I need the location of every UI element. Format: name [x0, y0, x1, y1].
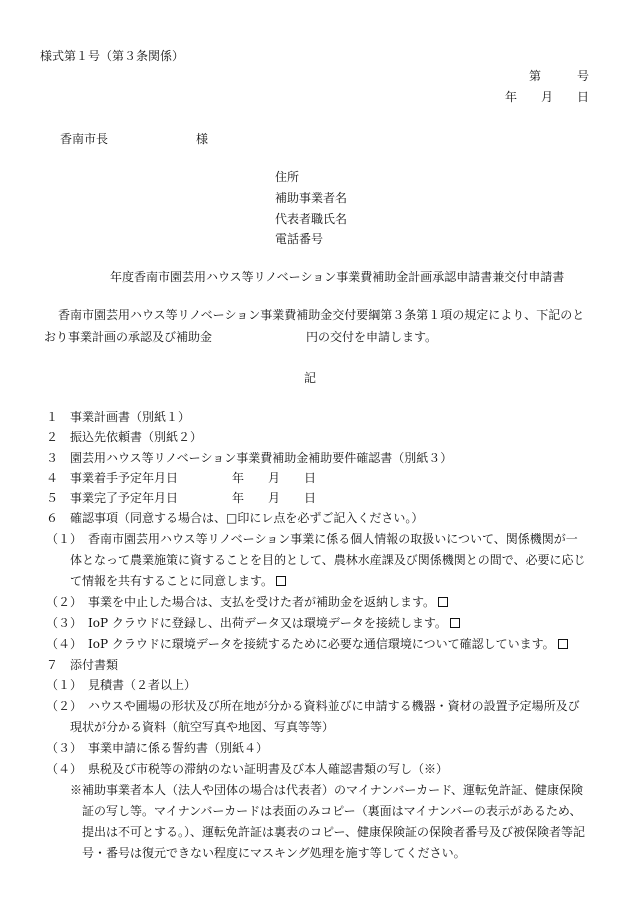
item-7-3: （３） 事業申請に係る誓約書（別紙４）	[46, 741, 269, 755]
phone-number-label: 電話番号	[275, 232, 324, 246]
note-line-1: ※補助事業者本人（法人や団体の場合は代表者）のマイナンバーカード、運転免許証、健康保険	[70, 783, 584, 797]
note-line-2: 証の写し等。マイナンバーカードは表面のみコピー（裏面はマイナンバーの表示があるため、	[82, 804, 582, 818]
item-7-2-line-2: 現状が分かる資料（航空写真や地図、写真等等）	[70, 720, 335, 734]
document-number-label: 第 号	[529, 69, 590, 83]
representative-name-label: 代表者職氏名	[275, 212, 348, 226]
intro-line-2	[44, 331, 437, 343]
item-6-2	[46, 596, 448, 608]
item-5-date: 年 月 日	[232, 491, 317, 505]
note-line-4: 号・番号は復元できない程度にマスキング処理を施す等してください。	[82, 846, 466, 860]
consent-checkbox-1[interactable]	[276, 576, 286, 586]
intro-line-1: 香南市園芸用ハウス等リノベーション事業費補助金交付要綱第３条第１項の規定により、下記のと	[58, 308, 585, 322]
item-2: ２ 振込先依頼書（別紙２）	[46, 430, 203, 444]
applicant-name-label: 補助事業者名	[275, 191, 348, 205]
document-date-label: 年 月 日	[505, 90, 590, 104]
item-6-1-line-3-text: て情報を共有することに同意します。	[70, 574, 274, 588]
item-7-2-line-1: （２） ハウスや圃場の形状及び所在地が分かる資料並びに申請する機器・資材の設置予定場所及び	[46, 699, 580, 713]
item-6-1-line-1: （１） 香南市園芸用ハウス等リノベーション事業に係る個人情報の取扱いについて、関係機関が一	[46, 532, 578, 546]
ki-heading: 記	[304, 371, 317, 385]
item-6: ６ 確認事項（同意する場合は、□印にレ点を必ずご記入ください。）	[46, 511, 424, 525]
item-4-date: 年 月 日	[232, 471, 317, 485]
consent-checkbox-4[interactable]	[558, 639, 568, 649]
item-6-4-text: （４） IoP クラウドに環境データを接続するために必要な通信環境について確認しています。	[46, 637, 555, 651]
item-6-4	[46, 638, 568, 650]
applicant-address-label: 住所	[275, 170, 300, 184]
item-6-1-line-2: 体となって農業施策に資することを目的として、農林水産課及び関係機関との間で、必要に応じ	[70, 553, 586, 567]
item-6-3	[46, 617, 460, 629]
item-6-2-text: （２） 事業を中止した場合は、支払を受けた者が補助金を返納します。	[46, 595, 436, 609]
item-7-1: （１） 見積書（２者以上）	[46, 678, 197, 692]
item-7-4: （４） 県税及び市税等の滞納のない証明書及び本人確認書類の写し（※）	[46, 762, 449, 776]
consent-checkbox-3[interactable]	[450, 618, 460, 628]
form-number: 様式第１号（第３条関係）	[40, 49, 185, 63]
item-1: １ 事業計画書（別紙１）	[46, 410, 191, 424]
intro-line-2-prefix: おり事業計画の承認及び補助金	[44, 330, 213, 344]
item-6-3-text: （３） IoP クラウドに登録し、出荷データ又は環境データを接続します。	[46, 616, 447, 630]
addressee-honorific: 様	[196, 132, 209, 146]
item-7: ７ 添付書類	[46, 658, 119, 672]
consent-checkbox-2[interactable]	[438, 597, 448, 607]
document-title: 年度香南市園芸用ハウス等リノベーション事業費補助金計画承認申請書兼交付申請書	[110, 270, 565, 284]
intro-line-2-suffix: 円の交付を申請します。	[306, 330, 438, 344]
item-3: ３ 園芸用ハウス等リノベーション事業費補助金補助要件確認書（別紙３）	[46, 451, 453, 465]
note-line-3: 提出は不可とする。）、運転免許証は裏表のコピー、健康保険証の保険者番号及び被保険者等記	[82, 825, 586, 839]
addressee-name: 香南市長	[60, 132, 109, 146]
item-5-label: ５ 事業完了予定年月日	[46, 491, 179, 505]
item-6-1-line-3	[70, 575, 286, 587]
item-4-label: ４ 事業着手予定年月日	[46, 471, 179, 485]
